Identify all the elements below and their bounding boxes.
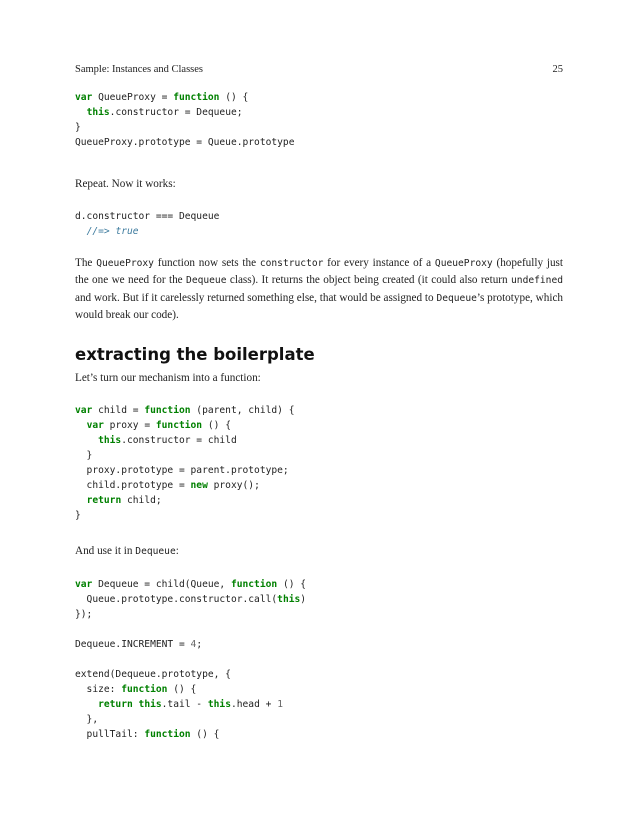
code-line: child.prototype = new proxy(); xyxy=(75,480,260,491)
code-line: //=> true xyxy=(86,225,139,237)
section-heading: extracting the boilerplate xyxy=(75,344,315,364)
code-line: var proxy = function () { xyxy=(86,420,231,431)
code-line: } xyxy=(75,450,93,461)
inline-code: Dequeue xyxy=(135,546,176,557)
code-line: } xyxy=(75,122,81,133)
code-line: QueueProxy.prototype = Queue.prototype xyxy=(75,137,295,148)
code-line: Dequeue.INCREMENT = 4; xyxy=(75,638,203,650)
code-line: return this.tail - this.head + 1 xyxy=(98,698,283,710)
page-number: 25 xyxy=(552,64,563,75)
paragraph-turn-into-function: Let’s turn our mechanism into a function: xyxy=(75,371,261,384)
code-block-constructor-check xyxy=(75,209,563,239)
code-line: return child; xyxy=(86,495,162,506)
code-line: Queue.prototype.constructor.call(this) xyxy=(75,593,307,605)
chapter-title: Sample: Instances and Classes xyxy=(75,64,204,75)
inline-code: Dequeue xyxy=(186,275,227,286)
page-content xyxy=(75,90,563,742)
inline-code: QueueProxy xyxy=(434,257,493,269)
code-line: extend(Dequeue.prototype, { xyxy=(75,668,231,680)
inline-code: QueueProxy xyxy=(96,257,154,269)
inline-code: constructor xyxy=(259,257,324,269)
code-line: d.constructor === Dequeue xyxy=(75,210,220,222)
code-line: }); xyxy=(75,608,93,620)
paragraph-use-in-dequeue: And use it in Dequeue: xyxy=(75,545,179,557)
inline-code: Dequeue xyxy=(436,292,477,304)
code-line: var QueueProxy = function () { xyxy=(75,92,249,103)
code-line: pullTail: function () { xyxy=(75,728,220,740)
running-header xyxy=(75,64,563,75)
code-block-dequeue xyxy=(75,577,563,742)
paragraph-explanation: The QueueProxy function now sets the constructor for every instance of a QueueProxy (hopefully just the one we need for the Dequeue class). It returns the object being created (it could also return undefined and work. But if it carelessly returned something else, that would be assigned to Dequeue’s prototype, which would break our code). xyxy=(75,256,564,321)
code-line: }, xyxy=(75,713,99,725)
code-line: this.constructor = child xyxy=(98,435,237,446)
code-line: var Dequeue = child(Queue, function () { xyxy=(75,578,307,590)
code-line: proxy.prototype = parent.prototype; xyxy=(75,465,289,476)
code-line: size: function () { xyxy=(75,683,197,695)
code-line: var child = function (parent, child) { xyxy=(75,405,295,416)
code-block-queue-proxy xyxy=(75,90,563,150)
paragraph-repeat: Repeat. Now it works: xyxy=(75,178,176,190)
inline-code: undefined xyxy=(511,275,563,286)
code-line: this.constructor = Dequeue; xyxy=(86,107,243,118)
code-line: } xyxy=(75,510,81,521)
code-block-child-function xyxy=(75,403,563,523)
